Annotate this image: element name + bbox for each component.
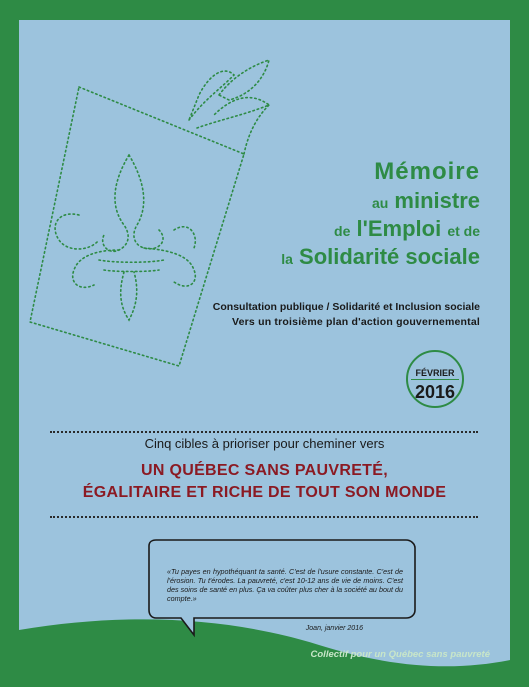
headline-line1: UN QUÉBEC SANS PAUVRETÉ, — [141, 462, 388, 479]
cover-panel — [19, 20, 510, 670]
dotted-divider-top — [50, 431, 478, 433]
dotted-divider-bottom — [50, 516, 478, 518]
title-line-emploi: de l'Emploi et de — [334, 216, 480, 241]
memoire-title — [281, 160, 480, 268]
intro-text: Cinq cibles à prioriser pour cheminer vers — [144, 436, 385, 451]
headline-line2: ÉGALITAIRE ET RICHE DE TOUT SON MONDE — [82, 483, 447, 501]
consultation-line: Consultation publique / Solidarité et Inclusion sociale — [212, 301, 480, 313]
quote-author: Joan, janvier 2016 — [305, 625, 363, 632]
headline — [19, 460, 510, 503]
title-line-ministre: au ministre — [371, 188, 480, 213]
plan-action-line: Vers un troisième plan d'action gouvernemental — [231, 316, 480, 328]
date-badge — [406, 350, 464, 408]
title-line-memoire: Mémoire — [374, 158, 480, 185]
footer-collectif: Collectif pour un Québec sans pauvreté — [310, 649, 490, 660]
quote-text: «Tu payes en hypothéquant ta santé. C'est de l'usure constante. C'est de l'érosion. Tu t'érodes. La pauvreté, c'est 10-12 ans de vie de moins. C'est des soins de santé en plus. Ça va coûter plus cher à la société au bout du compte.» — [167, 567, 403, 603]
title-line-solidarite: la Solidarité sociale — [281, 244, 480, 269]
date-year: 2016 — [414, 382, 456, 402]
consultation-subtitle — [213, 301, 480, 331]
date-month: FÉVRIER — [411, 368, 458, 380]
